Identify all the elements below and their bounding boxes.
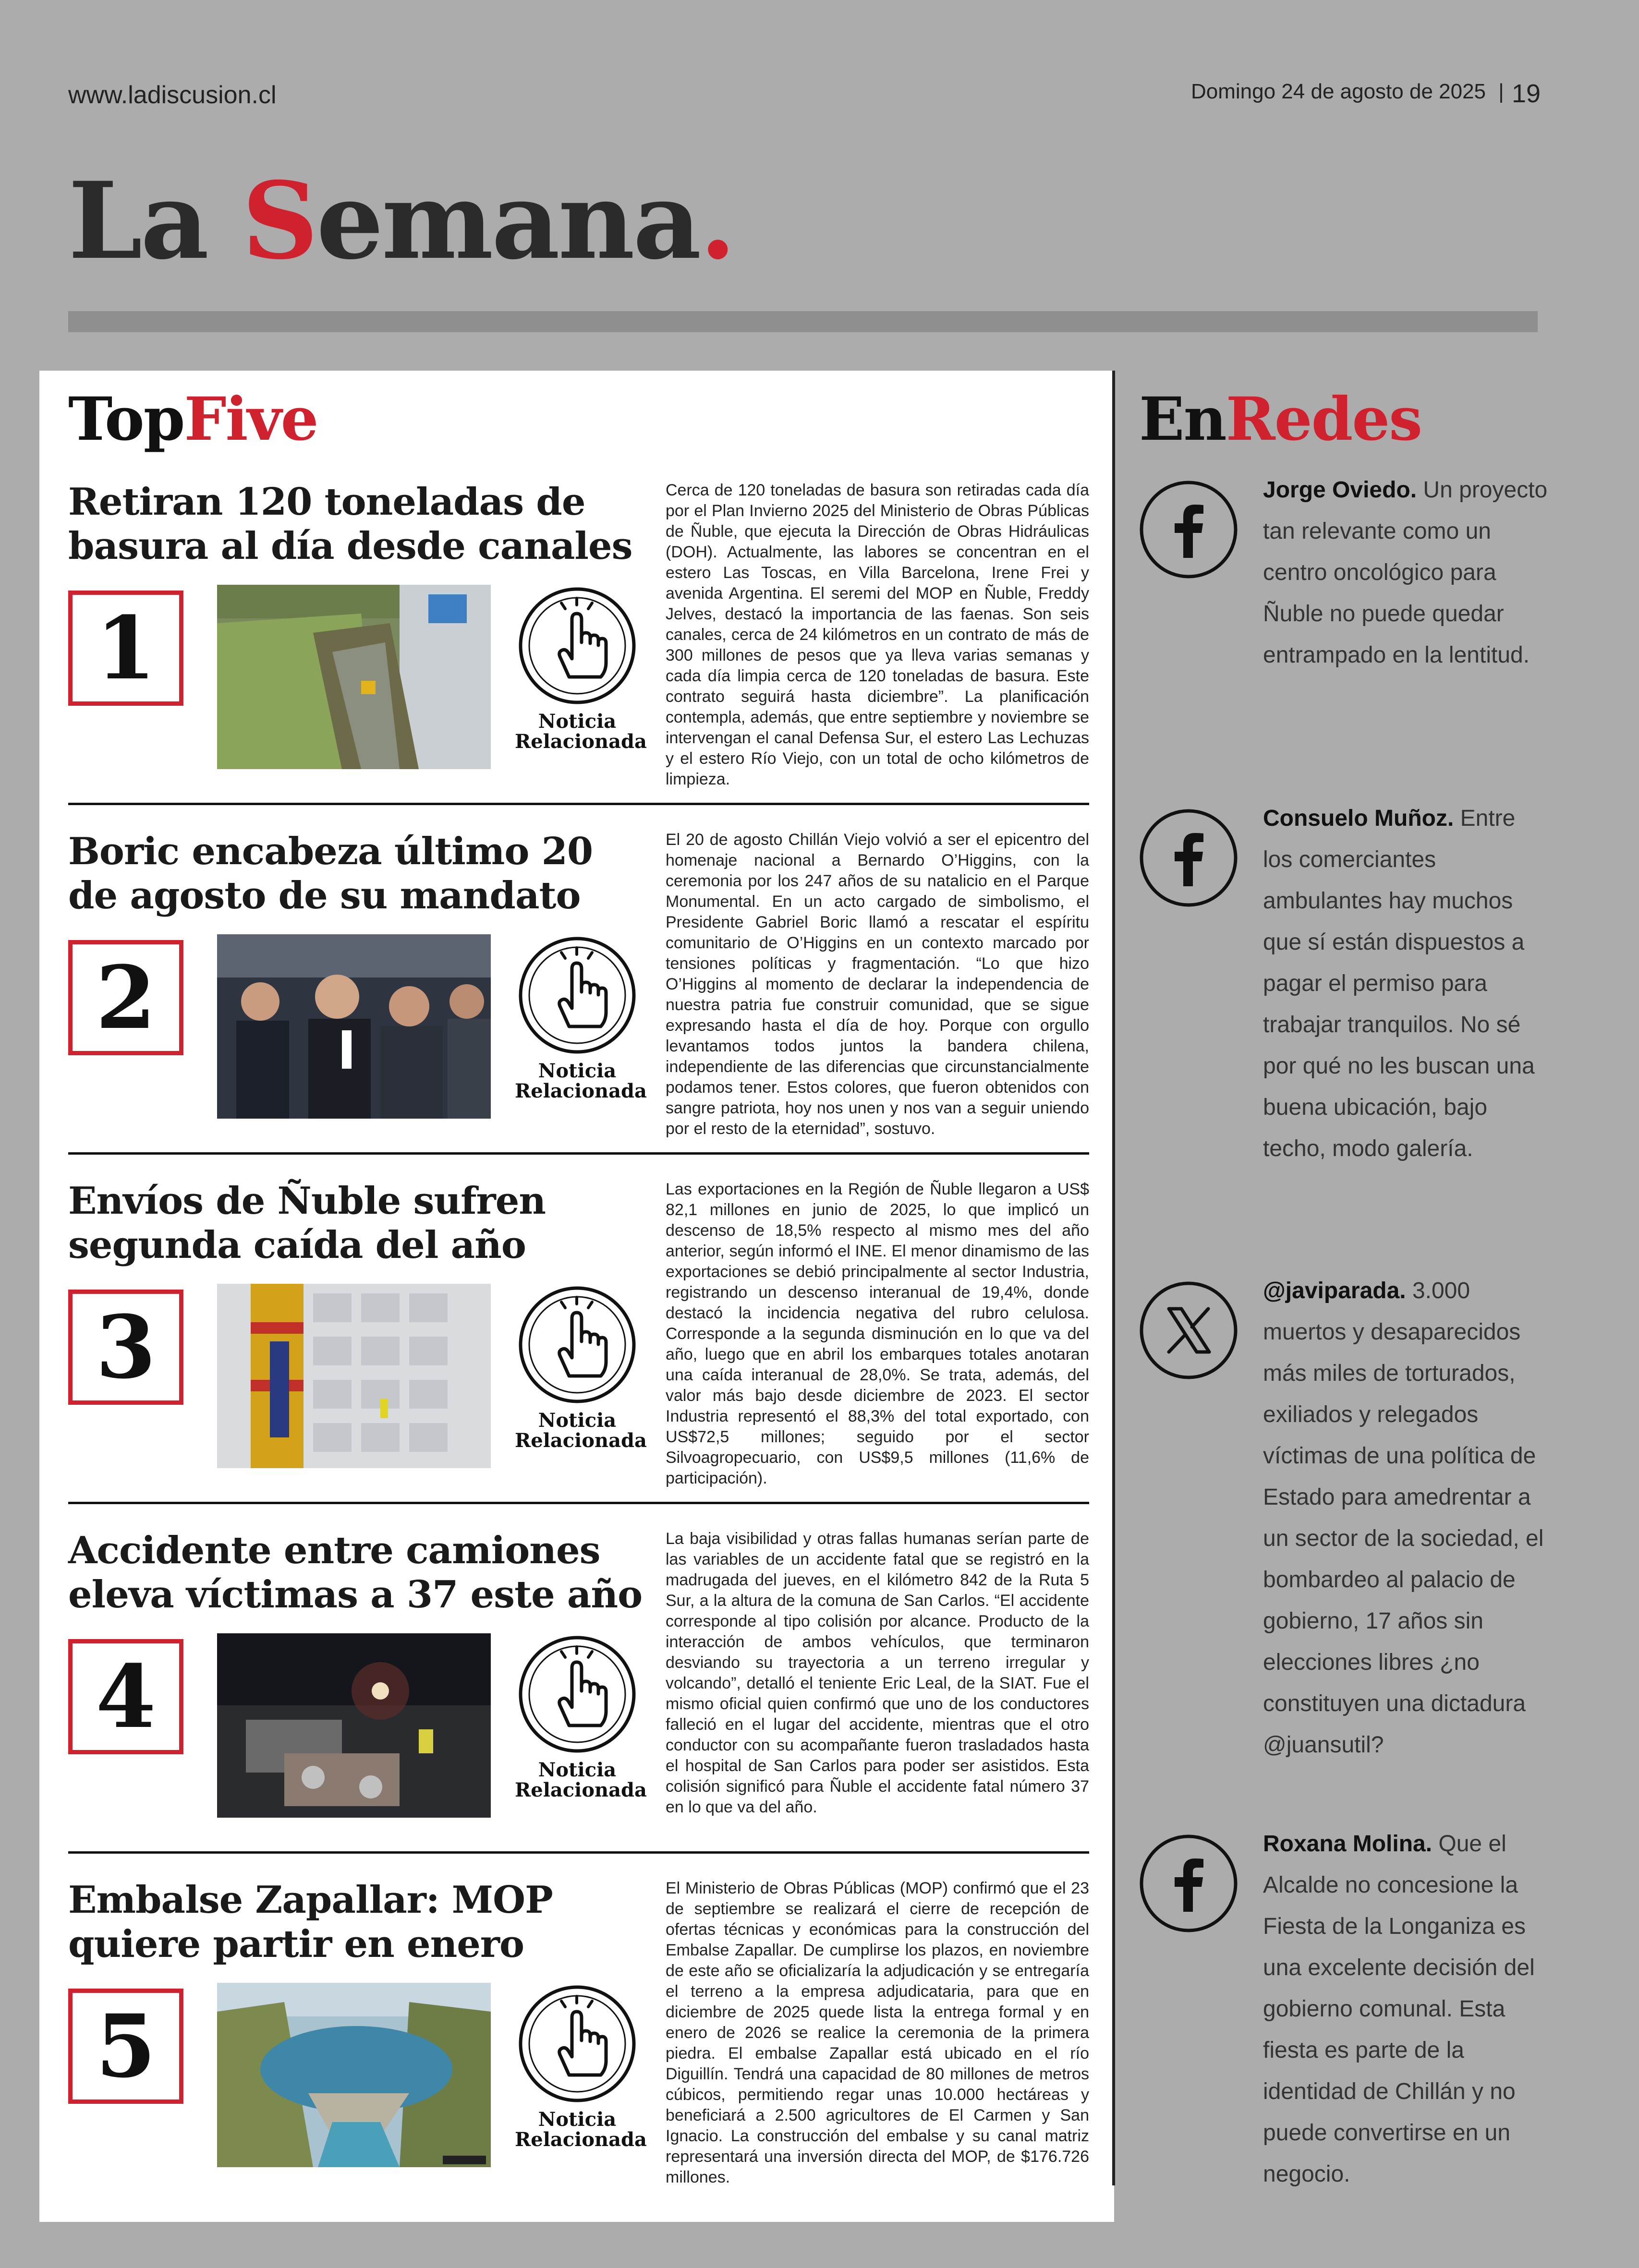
story-5-headline[interactable]: Embalse Zapallar: MOP quiere partir en enero xyxy=(68,1878,553,1966)
story-3-related-link[interactable] xyxy=(515,1285,647,1467)
story-1-photo xyxy=(217,585,491,769)
story-4-related-link[interactable] xyxy=(515,1634,647,1817)
topfive-title xyxy=(68,385,318,454)
related-label: Noticia Relacionada xyxy=(515,1060,647,1102)
site-url: www.ladiscusion.cl xyxy=(68,81,277,109)
related-label: Noticia Relacionada xyxy=(515,710,647,753)
story-divider xyxy=(68,803,1089,805)
x-icon[interactable] xyxy=(1139,1281,1238,1380)
post-author: Roxana Molina. xyxy=(1263,1831,1433,1857)
story-5-number: 5 xyxy=(68,1989,183,2104)
story-3-headline[interactable]: Envíos de Ñuble sufren segunda caída del año xyxy=(68,1179,546,1267)
social-post-text xyxy=(1263,1823,1551,2195)
social-post-text xyxy=(1263,798,1551,1170)
story-2-headline[interactable]: Boric encabeza último 20 de agosto de su mandato xyxy=(68,830,593,917)
story-2-body: El 20 de agosto Chillán Viejo volvió a ser el epicentro del homenaje nacional a Bernardo O’Higgins, con la ceremonia por los 247 años de su natalicio en el Parque Monumental. En un acto cargado de simbolismo, el Presidente Gabriel Boric llamó a rescatar el espíritu comunitario de O’Higgins en un contexto marcado por tensiones políticas y fragmentación. “Lo que hizo O’Higgins al momento de declarar la independencia de nuestra patria fue construir comunidad, que se sigue expresando hasta el día de hoy. Porque con orgullo levantamos todos juntos la bandera chilena, independiente de las diferencias que circunstancialmente podamos tener. Estos colores, que fueron obtenidos con sangre patriota, hoy nos unen y nos van a seguir uniendo por el resto de la eternidad”, sostuvo. xyxy=(666,831,1089,1138)
story-divider xyxy=(68,1502,1089,1504)
story-divider xyxy=(68,1851,1089,1854)
related-label: Noticia Relacionada xyxy=(515,2108,647,2151)
story-2-related-link[interactable] xyxy=(515,935,647,1118)
story-1-related-link[interactable] xyxy=(515,586,647,768)
story-3-body: Las exportaciones en la Región de Ñuble llegaron a US$ 82,1 millones en junio de 2025, lo que implicó un descenso de 18,5% respecto al mismo mes del año anterior, según informó el INE. El menor dinamismo de las exportaciones se debió principalmente al sector Industria, registrando un descenso interanual de 19,4%, donde destacó la incidencia negativa del rubro celulosa. Corresponde a la segunda disminución en lo que va del año, luego que en abril los embarques totales anotaran una caída interanual de 28,0%. Se trata, además, del valor más bajo desde diciembre de 2023. El sector Industria representó el 88,3% del total exportado, con US$72,5 millones; seguido por el sector Silvoagropecuario, con US$9,5 millones (11,6% de participación). xyxy=(666,1180,1089,1487)
enredes-title-a: En xyxy=(1139,385,1226,454)
section-brand xyxy=(68,158,735,283)
post-author: Jorge Oviedo. xyxy=(1263,477,1417,503)
hand-pointer-icon xyxy=(517,1984,637,2104)
date-text: Domingo 24 de agosto de 2025 xyxy=(1191,80,1486,103)
story-5-photo xyxy=(217,1983,491,2167)
hand-pointer-icon xyxy=(517,1285,637,1405)
related-label: Noticia Relacionada xyxy=(515,1759,647,1801)
brand-part1: La xyxy=(68,158,242,283)
post-body: Que el Alcalde no concesione la Fiesta de la Longaniza es una excelente decisión del gobierno comunal. Esta fiesta es parte de la identidad de Chillán y no puede convertirse en un negocio. xyxy=(1263,1831,1535,2187)
brand-part2: S xyxy=(242,158,316,283)
story-2-photo xyxy=(217,934,491,1119)
related-label: Noticia Relacionada xyxy=(515,1409,647,1452)
story-1-number: 1 xyxy=(68,591,183,706)
post-author: Consuelo Muñoz. xyxy=(1263,806,1454,831)
brand-part3: emana xyxy=(316,158,700,283)
story-5-body: El Ministerio de Obras Públicas (MOP) confirmó que el 23 de septiembre se realizará el cierre de recepción de ofertas técnicas y económicas para la construcción del Embalse Zapallar. De cumplirse los plazos, en noviembre de este año se oficializaría la adjudicación y se entregaría el terreno a la empresa adjudicataria, para que en diciembre de 2025 quede lista la entrega formal y en enero de 2026 se realice la ceremonia de la primera piedra. El embalse Zapallar está ubicado en el río Diguillín. Tendrá una capacidad de 80 millones de metros cúbicos, permitiendo regar unas 10.000 hectáreas y beneficiará a 2.500 agricultores de El Carmen y San Ignacio. La construcción del embalse y su canal matriz representará una inversión directa del MOP, de $176.726 millones. xyxy=(666,1879,1089,2186)
page-number: 19 xyxy=(1512,79,1541,108)
story-5-related-link[interactable] xyxy=(515,1984,647,2166)
story-4-photo xyxy=(217,1633,491,1818)
date-separator: | xyxy=(1498,80,1504,103)
story-3-photo xyxy=(217,1284,491,1468)
facebook-icon[interactable] xyxy=(1139,1834,1238,1933)
story-1-headline[interactable]: Retiran 120 toneladas de basura al día desde canales xyxy=(68,480,632,568)
story-4-number: 4 xyxy=(68,1639,183,1754)
story-2-number: 2 xyxy=(68,940,183,1055)
enredes-title-b: Redes xyxy=(1226,385,1422,454)
facebook-icon[interactable] xyxy=(1139,480,1238,579)
social-post-text xyxy=(1263,470,1551,676)
issue-date xyxy=(1191,80,1504,104)
story-4-headline[interactable]: Accidente entre camiones eleva víctimas a 37 este año xyxy=(68,1529,643,1617)
enredes-title xyxy=(1139,385,1422,454)
brand-dot: . xyxy=(699,158,735,283)
column-divider xyxy=(1112,371,1115,2185)
story-1-body: Cerca de 120 toneladas de basura son retiradas cada día por el Plan Invierno 2025 del Ministerio de Obras Públicas de Ñuble, que ejecuta la Dirección de Obras Hidráulicas (DOH). Actualmente, las labores se concentran en el estero Las Toscas, en Villa Barcelona, Irene Frei y avenida Argentina. El seremi del MOP en Ñuble, Freddy Jelves, destacó la importancia de las faenas. Son seis canales, cerca de 24 kilómetros en un contrato de más de 300 millones de pesos que ya lleva varias semanas y cada día limpia cerca de 120 toneladas de basura. Este contrato seguirá hasta diciembre”. La planificación contempla, además, que entre septiembre y noviembre se intervengan el canal Defensa Sur, el estero Las Lechuzas y el estero Río Viejo, con un total de ocho kilómetros de limpieza. xyxy=(666,481,1089,788)
story-4-body: La baja visibilidad y otras fallas humanas serían parte de las variables de un accidente fatal que se registró en la madrugada del jueves, en el kilómetro 842 de la Ruta 5 Sur, a la altura de la comuna de San Carlos. “El accidente corresponde al tipo colisión por alcance. Producto de la interacción de ambos vehículos, que terminaron desviando su trayectoria a un terreno irregular y volcando”, detalló el teniente Eric Leal, de la SIAT. Fue el mismo oficial quien confirmó que uno de los conductores falleció en el lugar del accidente, mientras que el otro conductor con su acompañante fueron trasladados hasta el hospital de San Carlos para poder ser asistidos. Esta colisión significó para Ñuble el accidente fatal número 37 en lo que va del año. xyxy=(666,1530,1089,1816)
facebook-icon[interactable] xyxy=(1139,808,1238,907)
post-body: Entre los comerciantes ambulantes hay muchos que sí están dispuestos a pagar el permiso para trabajar tranquilos. No sé por qué no les buscan una buena ubicación, bajo techo, modo galería. xyxy=(1263,806,1535,1161)
story-3-number: 3 xyxy=(68,1290,183,1405)
hand-pointer-icon xyxy=(517,586,637,706)
story-divider xyxy=(68,1152,1089,1155)
hand-pointer-icon xyxy=(517,1634,637,1754)
post-body: Un proyecto tan relevante como un centro oncológico para Ñuble no puede quedar entrampado en la lentitud. xyxy=(1263,477,1548,668)
hand-pointer-icon xyxy=(517,935,637,1055)
topfive-title-a: Top xyxy=(68,385,184,454)
post-body: 3.000 muertos y desaparecidos más miles de torturados, exiliados y relegados víctimas de una política de Estado para amedrentar a un sector de la sociedad, el bombardeo al palacio de gobierno, 17 años sin elecciones libres ¿no constituyen una dictadura @juansutil? xyxy=(1263,1278,1544,1758)
post-author: @javiparada. xyxy=(1263,1278,1406,1303)
header-rule xyxy=(68,311,1538,332)
topfive-title-b: Five xyxy=(184,385,318,454)
social-post-text xyxy=(1263,1270,1551,1766)
